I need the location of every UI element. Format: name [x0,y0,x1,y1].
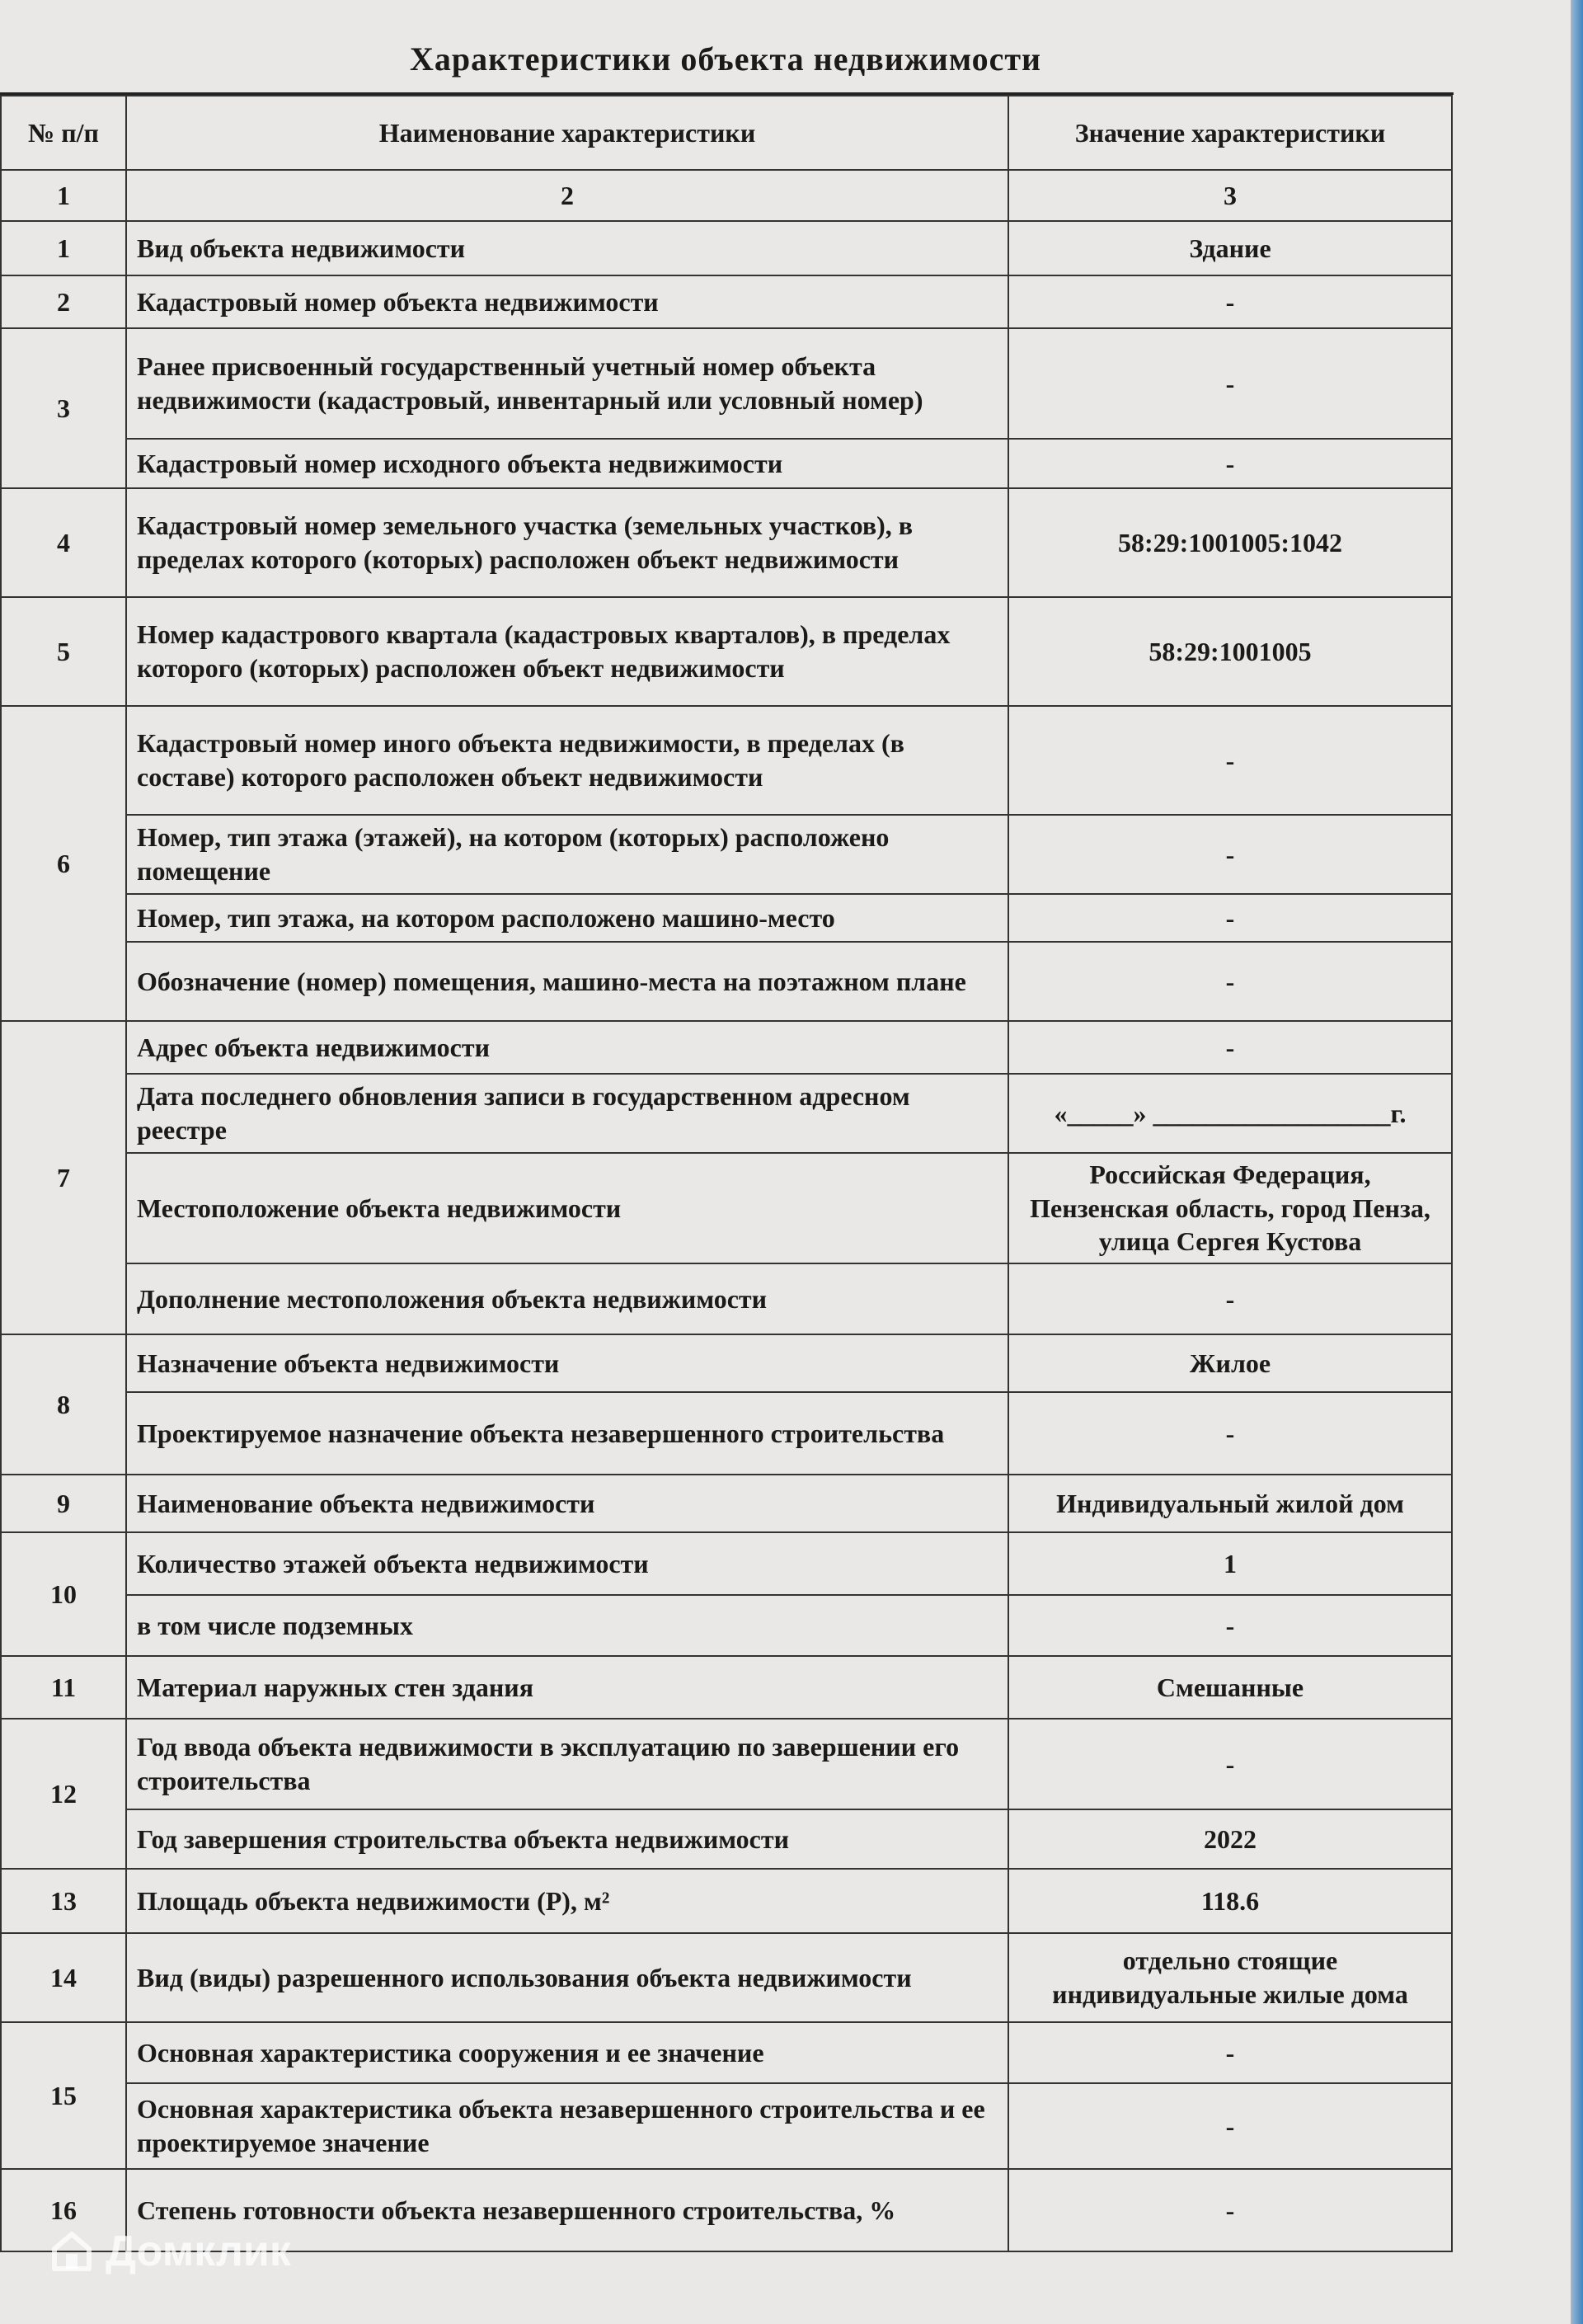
watermark-text: Домклик [106,2228,291,2275]
header-row [1,96,1452,170]
row-number: 8 [1,1334,126,1475]
characteristic-value: - [1008,1263,1452,1334]
characteristic-name: Площадь объекта недвижимости (Р), м² [126,1869,1008,1933]
characteristic-name: Кадастровый номер объекта недвижимости [126,275,1008,328]
table-row [1,1153,1452,1263]
characteristic-value: - [1008,2022,1452,2083]
characteristic-name: Адрес объекта недвижимости [126,1021,1008,1074]
characteristic-name: Местоположение объекта недвижимости [126,1153,1008,1263]
characteristic-value: - [1008,2083,1452,2169]
table-row [1,1475,1452,1532]
table-row [1,1809,1452,1869]
row-number: 13 [1,1869,126,1933]
characteristic-name: Ранее присвоенный государственный учетный номер объекта недвижимости (кадастровый, инвентарный или условный номер) [126,328,1008,439]
characteristic-name: Год завершения строительства объекта недвижимости [126,1809,1008,1869]
row-number: 11 [1,1656,126,1719]
row-number: 4 [1,488,126,597]
table-row [1,894,1452,942]
table-row [1,1595,1452,1656]
table-row [1,2083,1452,2169]
characteristic-name: Основная характеристика объекта незавершенного строительства и ее проектируемое значение [126,2083,1008,2169]
characteristic-value: отдельно стоящие индивидуальные жилые дома [1008,1933,1452,2022]
characteristic-name: Номер, тип этажа, на котором расположено машино-место [126,894,1008,942]
characteristic-value: Здание [1008,221,1452,275]
characteristic-value: 2022 [1008,1809,1452,1869]
characteristic-name: Кадастровый номер иного объекта недвижимости, в пределах (в составе) которого расположен объект недвижимости [126,706,1008,815]
characteristic-value: 1 [1008,1532,1452,1595]
row-number: 6 [1,706,126,1021]
characteristic-value: - [1008,1021,1452,1074]
table-row [1,1933,1452,2022]
address-update-date: «_____» __________________г. [1008,1074,1452,1153]
header-index-3: 3 [1008,170,1452,221]
table-row [1,1263,1452,1334]
characteristic-name: Кадастровый номер исходного объекта недвижимости [126,439,1008,488]
characteristic-value: - [1008,275,1452,328]
header-name: Наименование характеристики [126,96,1008,170]
table-row [1,2022,1452,2083]
characteristic-value: - [1008,2169,1452,2251]
header-num: № п/п [1,96,126,170]
characteristic-name: Материал наружных стен здания [126,1656,1008,1719]
characteristic-value: 58:29:1001005:1042 [1008,488,1452,597]
characteristic-value: - [1008,1392,1452,1475]
table-row [1,1532,1452,1595]
characteristic-name: Номер кадастрового квартала (кадастровых кварталов), в пределах которого (которых) расположен объект недвижимости [126,597,1008,706]
characteristic-value: - [1008,942,1452,1021]
table-row [1,1869,1452,1933]
characteristic-value: Индивидуальный жилой дом [1008,1475,1452,1532]
characteristic-name: Обозначение (номер) помещения, машино-места на поэтажном плане [126,942,1008,1021]
row-number: 14 [1,1933,126,2022]
characteristic-name: Дополнение местоположения объекта недвижимости [126,1263,1008,1334]
characteristic-name: Дата последнего обновления записи в государственном адресном реестре [126,1074,1008,1153]
domclick-logo-icon [49,2229,94,2274]
table-row [1,597,1452,706]
characteristic-value: 118.6 [1008,1869,1452,1933]
table-row [1,1392,1452,1475]
row-number: 7 [1,1021,126,1334]
row-number: 16 [1,2169,126,2251]
row-number: 5 [1,597,126,706]
characteristic-value: Смешанные [1008,1656,1452,1719]
row-number: 15 [1,2022,126,2169]
row-number: 2 [1,275,126,328]
characteristic-name: Количество этажей объекта недвижимости [126,1532,1008,1595]
characteristic-value: Жилое [1008,1334,1452,1392]
table-row [1,1074,1452,1153]
characteristic-name: Проектируемое назначение объекта незавершенного строительства [126,1392,1008,1475]
table-row [1,1656,1452,1719]
table-row [1,1021,1452,1074]
background-edge [1571,0,1583,2324]
row-number: 10 [1,1532,126,1656]
characteristics-table [0,95,1453,2252]
header-value: Значение характеристики [1008,96,1452,170]
characteristic-value: 58:29:1001005 [1008,597,1452,706]
watermark [49,2227,291,2276]
row-number: 1 [1,221,126,275]
row-number: 9 [1,1475,126,1532]
characteristic-name: Степень готовности объекта незавершенного строительства, % [126,2169,1008,2251]
table-row [1,706,1452,815]
characteristic-value: - [1008,815,1452,894]
characteristic-name: Основная характеристика сооружения и ее значение [126,2022,1008,2083]
characteristic-name: Номер, тип этажа (этажей), на котором (которых) расположено помещение [126,815,1008,894]
characteristic-name: Назначение объекта недвижимости [126,1334,1008,1392]
characteristic-name: Наименование объекта недвижимости [126,1475,1008,1532]
characteristic-name: Вид (виды) разрешенного использования объекта недвижимости [126,1933,1008,2022]
table-row [1,328,1452,439]
header-index-1: 1 [1,170,126,221]
characteristic-name: Вид объекта недвижимости [126,221,1008,275]
characteristic-name: Кадастровый номер земельного участка (земельных участков), в пределах которого (которых) расположен объект недвижимости [126,488,1008,597]
row-number: 3 [1,328,126,488]
characteristic-value: - [1008,328,1452,439]
table-row [1,439,1452,488]
characteristic-name: в том числе подземных [126,1595,1008,1656]
characteristic-value: - [1008,439,1452,488]
document-title: Характеристики объекта недвижимости [409,40,1042,78]
table-row [1,1334,1452,1392]
table-row [1,942,1452,1021]
characteristic-value: Российская Федерация, Пензенская область, город Пенза, улица Сергея Кустова [1008,1153,1452,1263]
table-row [1,221,1452,275]
table-row [1,488,1452,597]
characteristic-value: - [1008,1719,1452,1809]
characteristic-value: - [1008,706,1452,815]
header-index-2: 2 [126,170,1008,221]
table-row [1,815,1452,894]
characteristic-value: - [1008,894,1452,942]
header-index-row [1,170,1452,221]
characteristic-value: - [1008,1595,1452,1656]
table-row [1,1719,1452,1809]
characteristic-name: Год ввода объекта недвижимости в эксплуатацию по завершении его строительства [126,1719,1008,1809]
table-row [1,275,1452,328]
row-number: 12 [1,1719,126,1869]
